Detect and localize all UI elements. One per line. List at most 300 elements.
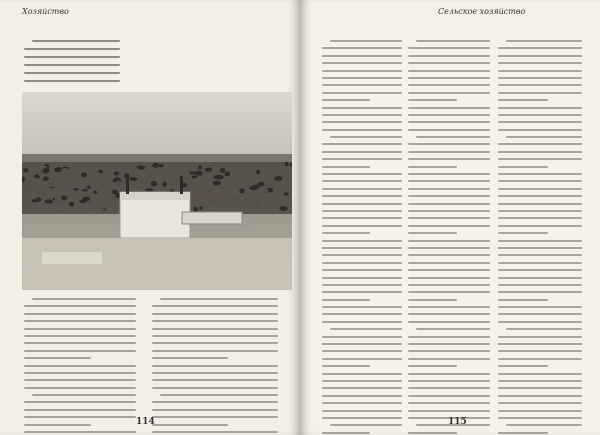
sheep-shape	[132, 167, 139, 172]
text-line-placeholder	[498, 195, 582, 197]
text-line-placeholder	[498, 114, 582, 116]
right-column-b	[408, 40, 490, 435]
text-line-placeholder	[152, 335, 278, 337]
text-line-placeholder	[322, 277, 402, 279]
text-line-placeholder	[24, 365, 136, 367]
sheep-shape	[80, 191, 88, 196]
text-line-placeholder	[408, 321, 490, 323]
left-column-a	[24, 298, 136, 435]
page-number: 114	[136, 417, 155, 427]
text-line-placeholder	[322, 151, 402, 153]
text-line-placeholder	[152, 379, 278, 381]
sheep-shape	[121, 169, 127, 173]
text-line-placeholder	[32, 40, 120, 42]
text-line-placeholder	[152, 424, 228, 426]
text-line-placeholder	[408, 232, 457, 234]
text-line-placeholder	[322, 158, 402, 160]
text-line-placeholder	[498, 55, 582, 57]
text-line-placeholder	[498, 417, 582, 419]
text-line-placeholder	[498, 336, 582, 338]
text-line-placeholder	[24, 342, 136, 344]
sheep-shape	[54, 167, 62, 172]
sheep-shape	[256, 169, 260, 174]
text-line-placeholder	[408, 313, 490, 315]
text-line-placeholder	[408, 402, 490, 404]
sheep-shape	[69, 202, 74, 207]
text-line-placeholder	[322, 188, 402, 190]
text-line-placeholder	[322, 254, 402, 256]
text-line-placeholder	[408, 291, 490, 293]
sheep-shape	[279, 201, 288, 204]
text-line-placeholder	[32, 394, 136, 396]
sheep-shape	[45, 168, 49, 173]
text-line-placeholder	[498, 313, 582, 315]
text-line-placeholder	[322, 321, 402, 323]
text-line-placeholder	[24, 401, 136, 403]
sheep-shape	[46, 184, 54, 187]
text-line-placeholder	[498, 129, 582, 131]
text-line-placeholder	[24, 305, 136, 307]
text-line-placeholder	[152, 431, 278, 433]
sheep-shape	[205, 168, 213, 172]
text-line-placeholder	[322, 180, 402, 182]
text-line-placeholder	[408, 143, 490, 145]
sheep-shape	[194, 207, 198, 212]
text-line-placeholder	[322, 114, 402, 116]
sheep-shape	[213, 175, 222, 179]
text-line-placeholder	[322, 203, 402, 205]
text-line-placeholder	[322, 70, 402, 72]
text-line-placeholder	[408, 365, 457, 367]
text-line-placeholder	[322, 402, 402, 404]
text-line-placeholder	[408, 47, 490, 49]
text-line-placeholder	[24, 409, 136, 411]
text-line-placeholder	[24, 64, 120, 66]
text-line-placeholder	[498, 284, 582, 286]
text-line-placeholder	[152, 401, 278, 403]
sheep-shape	[165, 165, 171, 168]
sheep-shape	[152, 163, 159, 168]
text-line-placeholder	[24, 335, 136, 337]
text-line-placeholder	[152, 305, 278, 307]
text-line-placeholder	[498, 77, 582, 79]
text-line-placeholder	[408, 203, 490, 205]
sheep-shape	[286, 174, 290, 179]
text-line-placeholder	[498, 232, 548, 234]
sheep-shape	[39, 173, 44, 177]
sheep-shape	[39, 190, 47, 195]
text-line-placeholder	[408, 432, 457, 434]
text-line-placeholder	[152, 350, 278, 352]
text-line-placeholder	[498, 180, 582, 182]
text-line-placeholder	[408, 247, 490, 249]
sheep-shape	[262, 188, 269, 193]
text-line-placeholder	[408, 158, 490, 160]
text-line-placeholder	[24, 48, 120, 50]
text-line-placeholder	[330, 40, 402, 42]
text-line-placeholder	[408, 217, 490, 219]
photo-illustration	[22, 92, 292, 290]
text-line-placeholder	[322, 92, 402, 94]
sheep-shape	[257, 194, 265, 199]
text-line-placeholder	[408, 336, 490, 338]
sheep-shape	[248, 204, 256, 209]
text-line-placeholder	[322, 343, 402, 345]
text-line-placeholder	[408, 225, 490, 227]
text-line-placeholder	[322, 99, 370, 101]
text-line-placeholder	[152, 409, 278, 411]
text-line-placeholder	[24, 379, 136, 381]
text-line-placeholder	[408, 387, 490, 389]
sheep-shape	[280, 162, 286, 166]
text-line-placeholder	[498, 410, 582, 412]
text-line-placeholder	[408, 129, 490, 131]
text-line-placeholder	[322, 62, 402, 64]
text-line-placeholder	[322, 121, 402, 123]
text-line-placeholder	[498, 143, 582, 145]
sheep-shape	[59, 208, 63, 213]
sheep-shape	[161, 172, 166, 177]
sheep-shape	[234, 198, 242, 203]
text-line-placeholder	[408, 70, 490, 72]
text-line-placeholder	[408, 284, 490, 286]
text-line-placeholder	[408, 350, 490, 352]
text-line-placeholder	[408, 195, 490, 197]
text-line-placeholder	[408, 262, 490, 264]
text-line-placeholder	[408, 395, 490, 397]
sheep-shape	[95, 178, 100, 183]
sheep-shape	[239, 188, 244, 193]
sheep-shape	[162, 182, 167, 187]
text-line-placeholder	[498, 350, 582, 352]
sheep-shape	[231, 182, 239, 187]
text-line-placeholder	[498, 402, 582, 404]
text-line-placeholder	[322, 195, 402, 197]
sheep-shape	[265, 167, 273, 172]
text-line-placeholder	[408, 99, 457, 101]
text-line-placeholder	[322, 217, 402, 219]
sheep-shape	[87, 186, 91, 189]
sheep-shape	[267, 184, 275, 188]
text-line-placeholder	[322, 306, 402, 308]
text-line-placeholder	[322, 336, 402, 338]
text-line-placeholder	[32, 298, 136, 300]
text-line-placeholder	[408, 62, 490, 64]
sheep-shape	[52, 163, 60, 166]
sheep-shape	[112, 195, 116, 200]
text-line-placeholder	[498, 247, 582, 249]
text-line-placeholder	[498, 321, 582, 323]
text-line-placeholder	[322, 350, 402, 352]
sheep-shape	[63, 163, 70, 166]
sheep-shape	[86, 181, 93, 185]
text-line-placeholder	[498, 99, 548, 101]
sheep-shape	[201, 175, 206, 181]
text-line-placeholder	[498, 365, 548, 367]
text-line-placeholder	[160, 394, 278, 396]
text-line-placeholder	[498, 92, 582, 94]
sheep-shape	[279, 206, 287, 211]
sheep-shape	[129, 177, 137, 181]
text-line-placeholder	[322, 55, 402, 57]
sheep-shape	[181, 164, 188, 167]
text-line-placeholder	[408, 306, 490, 308]
sheep-shape	[255, 201, 261, 206]
sheep-shape	[210, 199, 218, 204]
sheep-shape	[27, 186, 33, 190]
text-line-placeholder	[322, 299, 370, 301]
text-line-placeholder	[506, 424, 582, 426]
text-line-placeholder	[322, 410, 402, 412]
text-line-placeholder	[322, 84, 402, 86]
text-line-placeholder	[408, 114, 490, 116]
sheep-shape	[96, 162, 102, 167]
text-line-placeholder	[152, 320, 278, 322]
text-line-placeholder	[408, 254, 490, 256]
text-line-placeholder	[498, 225, 582, 227]
sheep-shape	[102, 173, 109, 177]
text-line-placeholder	[24, 350, 136, 352]
sheep-shape	[284, 192, 289, 195]
text-line-placeholder	[322, 417, 402, 419]
text-line-placeholder	[322, 432, 370, 434]
text-line-placeholder	[322, 77, 402, 79]
running-head: Сельское хозяйство	[438, 7, 526, 16]
sheep-shape	[192, 175, 198, 178]
text-line-placeholder	[498, 121, 582, 123]
left-column-b	[152, 298, 278, 435]
text-line-placeholder	[322, 395, 402, 397]
text-line-placeholder	[322, 291, 402, 293]
text-line-placeholder	[24, 431, 136, 433]
text-line-placeholder	[498, 240, 582, 242]
sheep-shape	[114, 171, 120, 175]
sheep-shape	[82, 189, 88, 192]
text-line-placeholder	[152, 342, 278, 344]
text-line-placeholder	[24, 72, 120, 74]
sheep-shape	[61, 168, 69, 173]
sheep-shape	[45, 199, 54, 203]
text-line-placeholder	[498, 254, 582, 256]
text-line-placeholder	[498, 203, 582, 205]
text-line-placeholder	[498, 107, 582, 109]
text-line-placeholder	[498, 306, 582, 308]
right-page	[300, 0, 600, 435]
sheep-shape	[210, 163, 215, 166]
right-column-c	[498, 40, 582, 435]
text-line-placeholder	[24, 372, 136, 374]
text-line-placeholder	[152, 357, 228, 359]
text-line-placeholder	[24, 328, 136, 330]
sheep-shape	[95, 200, 102, 203]
text-line-placeholder	[416, 136, 490, 138]
text-line-placeholder	[408, 343, 490, 345]
text-line-placeholder	[322, 129, 402, 131]
text-line-placeholder	[152, 387, 278, 389]
sheep-shape	[259, 179, 264, 182]
text-line-placeholder	[498, 277, 582, 279]
sheep-shape	[202, 188, 207, 191]
text-line-placeholder	[498, 158, 582, 160]
text-line-placeholder	[498, 395, 582, 397]
page-number: 115	[448, 417, 467, 427]
text-line-placeholder	[408, 410, 490, 412]
text-line-placeholder	[498, 210, 582, 212]
text-line-placeholder	[322, 380, 402, 382]
text-line-placeholder	[330, 136, 402, 138]
text-line-placeholder	[408, 269, 490, 271]
right-column-a	[322, 40, 402, 435]
text-line-placeholder	[408, 121, 490, 123]
text-line-placeholder	[498, 380, 582, 382]
photo-caption	[24, 40, 120, 88]
sheep-shape	[244, 198, 251, 202]
text-line-placeholder	[408, 166, 457, 168]
text-line-placeholder	[408, 55, 490, 57]
text-line-placeholder	[506, 328, 582, 330]
sheep-shape	[67, 194, 72, 199]
text-line-placeholder	[322, 166, 370, 168]
sheep-shape	[97, 192, 104, 196]
sheep-shape	[220, 168, 225, 173]
text-line-placeholder	[498, 70, 582, 72]
text-line-placeholder	[408, 240, 490, 242]
sheep-shape	[146, 188, 153, 191]
sheep-shape	[115, 181, 122, 186]
text-line-placeholder	[498, 84, 582, 86]
text-line-placeholder	[408, 380, 490, 382]
sheep-shape	[224, 172, 230, 177]
sheep-shape	[31, 199, 37, 202]
text-line-placeholder	[160, 298, 278, 300]
text-line-placeholder	[24, 424, 91, 426]
text-line-placeholder	[408, 373, 490, 375]
text-line-placeholder	[322, 313, 402, 315]
sheep-shape	[75, 192, 80, 196]
text-line-placeholder	[322, 232, 370, 234]
text-line-placeholder	[408, 180, 490, 182]
text-line-placeholder	[408, 77, 490, 79]
sheep-shape	[213, 181, 221, 186]
text-line-placeholder	[322, 240, 402, 242]
sheep-shape	[274, 176, 282, 181]
text-line-placeholder	[322, 373, 402, 375]
sheep-shape	[81, 172, 87, 177]
text-line-placeholder	[498, 47, 582, 49]
sheep-shape	[23, 168, 29, 172]
text-line-placeholder	[498, 188, 582, 190]
text-line-placeholder	[24, 80, 120, 82]
text-line-placeholder	[152, 328, 278, 330]
text-line-placeholder	[408, 277, 490, 279]
text-line-placeholder	[322, 269, 402, 271]
sheep-shape	[225, 194, 230, 197]
text-line-placeholder	[498, 151, 582, 153]
sheep-shape	[251, 185, 259, 189]
sheep-shape	[189, 171, 198, 174]
text-line-placeholder	[506, 136, 582, 138]
text-line-placeholder	[498, 62, 582, 64]
text-line-placeholder	[408, 151, 490, 153]
text-line-placeholder	[408, 358, 490, 360]
sheep-shape	[92, 209, 98, 212]
text-line-placeholder	[408, 107, 490, 109]
text-line-placeholder	[498, 166, 548, 168]
text-line-placeholder	[322, 387, 402, 389]
text-line-placeholder	[330, 424, 402, 426]
text-line-placeholder	[322, 107, 402, 109]
sheep-shape	[59, 185, 66, 189]
sheep-shape	[57, 199, 63, 202]
text-line-placeholder	[498, 299, 548, 301]
text-line-placeholder	[24, 313, 136, 315]
text-line-placeholder	[408, 210, 490, 212]
text-line-placeholder	[408, 84, 490, 86]
text-line-placeholder	[24, 416, 136, 418]
text-line-placeholder	[322, 284, 402, 286]
sheep-shape	[184, 168, 189, 172]
text-line-placeholder	[408, 92, 490, 94]
text-line-placeholder	[322, 247, 402, 249]
sheep-shape	[112, 189, 118, 194]
text-line-placeholder	[498, 269, 582, 271]
text-line-placeholder	[498, 217, 582, 219]
text-line-placeholder	[24, 320, 136, 322]
text-line-placeholder	[322, 262, 402, 264]
text-line-placeholder	[330, 328, 402, 330]
sheep-shape	[202, 206, 207, 211]
text-line-placeholder	[498, 432, 548, 434]
text-line-placeholder	[498, 387, 582, 389]
text-line-placeholder	[498, 291, 582, 293]
sheep-shape	[73, 188, 79, 191]
sheep-shape	[198, 165, 202, 169]
text-line-placeholder	[408, 173, 490, 175]
sheep-shape	[219, 187, 226, 192]
text-line-placeholder	[498, 373, 582, 375]
text-line-placeholder	[498, 343, 582, 345]
sheep-shape	[151, 181, 157, 186]
text-line-placeholder	[416, 328, 490, 330]
text-line-placeholder	[506, 40, 582, 42]
sheep-shape	[110, 167, 117, 170]
sheep-shape	[98, 170, 103, 174]
text-line-placeholder	[322, 47, 402, 49]
text-line-placeholder	[152, 365, 278, 367]
text-line-placeholder	[152, 313, 278, 315]
text-line-placeholder	[24, 357, 91, 359]
sheep-shape	[43, 176, 49, 181]
sheep-shape	[83, 197, 90, 201]
text-line-placeholder	[322, 173, 402, 175]
text-line-placeholder	[24, 387, 136, 389]
text-line-placeholder	[498, 262, 582, 264]
sheep-shape	[59, 178, 64, 182]
running-head: Хозяйство	[22, 7, 69, 16]
text-line-placeholder	[416, 40, 490, 42]
text-line-placeholder	[498, 173, 582, 175]
photo-sheep-at-well	[22, 92, 292, 290]
text-line-placeholder	[322, 210, 402, 212]
text-line-placeholder	[24, 56, 120, 58]
text-line-placeholder	[322, 225, 402, 227]
text-line-placeholder	[408, 299, 457, 301]
sheep-shape	[103, 191, 107, 196]
text-line-placeholder	[152, 416, 278, 418]
text-line-placeholder	[322, 365, 370, 367]
text-line-placeholder	[408, 188, 490, 190]
text-line-placeholder	[322, 143, 402, 145]
